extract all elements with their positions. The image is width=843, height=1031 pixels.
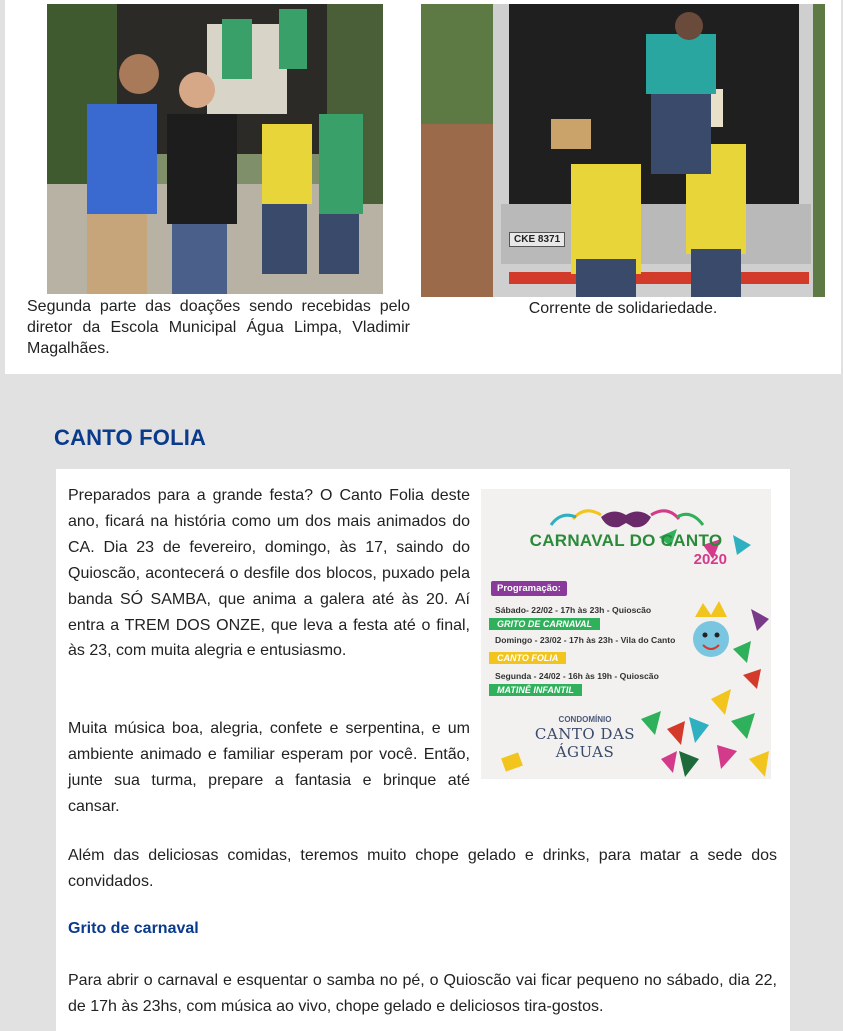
article-paragraph-1: Preparados para a grande festa? O Canto Folia deste ano, ficará na história como um dos mais animados do CA. Dia 23 de fevereiro, domingo, às 17, saindo do Quioscão, acontecerá o desfile dos blocos, puxado pela banda SÓ SAMBA, que anima a galera até às 20. Aí entra a TREM DOS ONZE, que leva a festa até o final, às 23, com muita alegria e entusiasmo.: [68, 487, 470, 660]
poster-year: 2020: [693, 551, 727, 568]
poster-title: CARNAVAL DO CANTO: [529, 531, 723, 550]
poster-program-label: Programação:: [491, 581, 567, 596]
photo-director-image: [47, 4, 383, 294]
photo-gallery-card: [5, 0, 841, 374]
donation-photo-director: [47, 4, 383, 294]
article-card: [56, 469, 790, 1031]
article-paragraph-4: Para abrir o carnaval e esquentar o samba no pé, o Quioscão vai ficar pequeno no sábado, dia 22, de 17h às 23hs, com música ao vivo, chope gelado e deliciosos tira-gostos.: [68, 972, 777, 1015]
poster-event-line: Segunda - 24/02 - 16h às 19h - Quioscão: [495, 671, 659, 681]
photo-truck-image: [421, 4, 825, 297]
donation-photo-truck: [421, 4, 825, 297]
poster-event-line: Domingo - 23/02 - 17h às 23h - Vila do Canto: [495, 635, 676, 645]
article-paragraph-2: Muita música boa, alegria, confete e serpentina, e um ambiente animado e familiar esperam por você. Então, junte sua turma, prepare a fantasia e brinque até cansar.: [68, 720, 470, 815]
carnival-poster: [481, 489, 771, 779]
photo-caption-truck: Corrente de solidariedade.: [528, 300, 718, 317]
photo-caption-director: Segunda parte das doações sendo recebidas pelo diretor da Escola Municipal Água Limpa, Vladimir Magalhães.: [27, 298, 410, 357]
article-paragraph-3: Além das deliciosas comidas, teremos muito chope gelado e drinks, para matar a sede dos convidados.: [68, 847, 777, 890]
poster-event-line: Sábado- 22/02 - 17h às 23h - Quioscão: [495, 605, 652, 615]
truck-plate: CKE 8371: [509, 232, 565, 247]
poster-event-tag: MATINÊ INFANTIL: [489, 684, 582, 696]
article-subtitle: Grito de carnaval: [68, 920, 199, 937]
section-title: CANTO FOLIA: [54, 425, 207, 450]
poster-event-tag: GRITO DE CARNAVAL: [489, 618, 600, 630]
poster-condo-label: CONDOMÍNIO: [558, 715, 612, 724]
poster-event-tag: CANTO FOLIA: [489, 652, 566, 664]
poster-condo-name: CANTO DAS ÁGUAS: [534, 725, 636, 761]
